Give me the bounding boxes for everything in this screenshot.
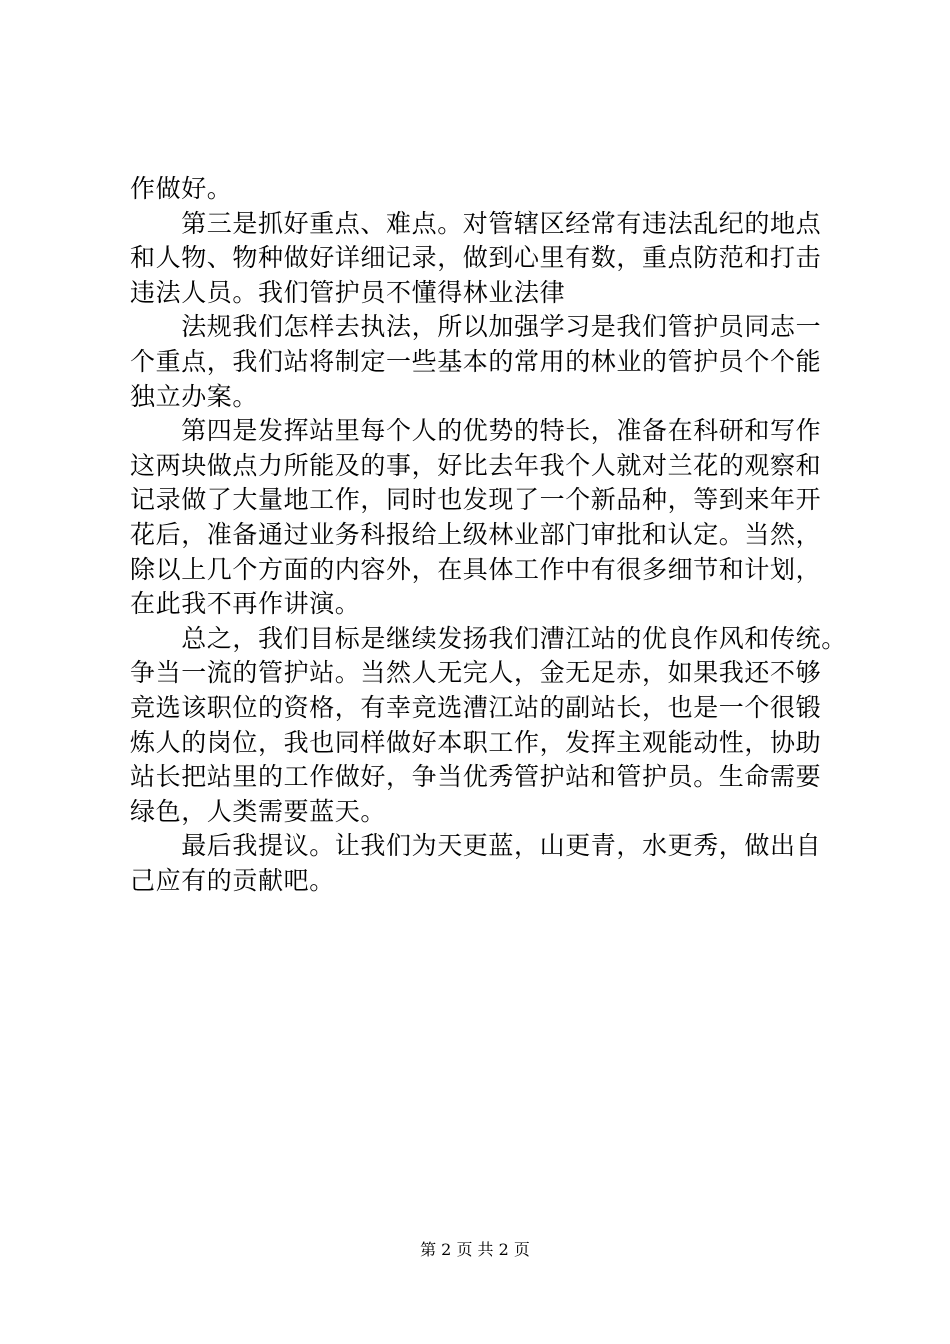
text-line: 己应有的贡献吧。	[130, 865, 335, 895]
text-line: 竞选该职位的资格，有幸竞选漕江站的副站长，也是一个很锻	[130, 692, 822, 722]
text-line: 法规我们怎样去执法，所以加强学习是我们管护员同志一	[130, 312, 822, 342]
document-body	[130, 172, 850, 898]
text-line: 第四是发挥站里每个人的优势的特长，准备在科研和写作	[130, 416, 822, 446]
text-line: 在此我不再作讲演。	[130, 589, 361, 619]
text-line: 站长把站里的工作做好，争当优秀管护站和管护员。生命需要	[130, 762, 822, 792]
text-line: 作做好。	[130, 174, 233, 203]
text-line: 绿色，人类需要蓝天。	[130, 796, 387, 826]
text-line: 个重点，我们站将制定一些基本的常用的林业的管护员个个能	[130, 346, 822, 376]
text-line: 总之，我们目标是继续发扬我们漕江站的优良作风和传统。	[130, 623, 847, 653]
text-line: 炼人的岗位，我也同样做好本职工作，发挥主观能动性，协助	[130, 727, 822, 757]
text-line: 争当一流的管护站。当然人无完人，金无足赤，如果我还不够	[130, 658, 822, 688]
text-line: 最后我提议。让我们为天更蓝，山更青，水更秀，做出自	[130, 831, 822, 861]
text-line: 和人物、物种做好详细记录，做到心里有数，重点防范和打击	[130, 243, 822, 273]
text-line: 除以上几个方面的内容外，在具体工作中有很多细节和计划，	[130, 554, 822, 584]
text-line: 独立办案。	[130, 381, 259, 411]
text-line: 花后，准备通过业务科报给上级林业部门审批和认定。当然，	[130, 519, 822, 549]
text-line: 记录做了大量地工作，同时也发现了一个新品种，等到来年开	[130, 485, 822, 515]
text-line: 第三是抓好重点、难点。对管辖区经常有违法乱纪的地点	[130, 208, 822, 238]
text-line: 违法人员。我们管护员不懂得林业法律	[130, 277, 566, 307]
text-line: 这两块做点力所能及的事，好比去年我个人就对兰花的观察和	[130, 450, 822, 480]
page-number-footer: 第 2 页 共 2 页	[420, 1240, 530, 1259]
